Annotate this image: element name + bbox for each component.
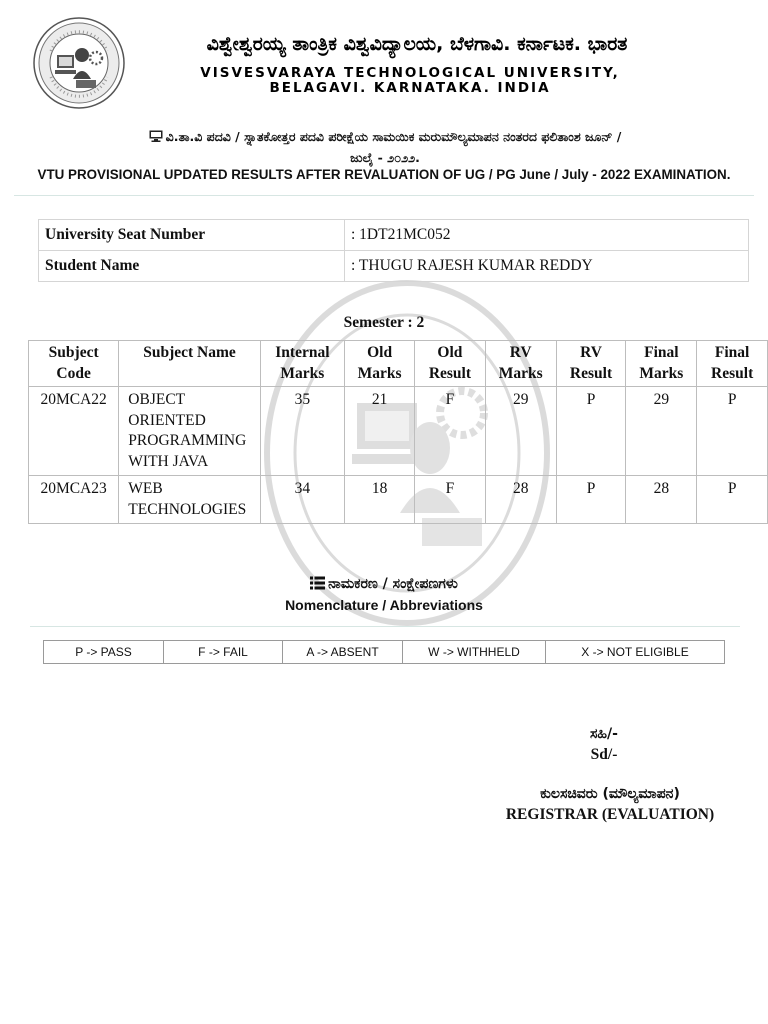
final-marks-cell: 29 xyxy=(626,387,697,476)
col-old-marks: Old Marks xyxy=(345,341,415,387)
nomenclature-divider xyxy=(30,626,740,627)
university-name-line1: VISVESVARAYA TECHNOLOGICAL UNIVERSITY, xyxy=(200,65,620,81)
col-rv-marks: RV Marks xyxy=(485,341,556,387)
abbr-not-eligible: X -> NOT ELIGIBLE xyxy=(546,641,725,664)
rv-result-cell: P xyxy=(556,476,626,524)
col-subject-code: Subject Code xyxy=(29,341,119,387)
list-icon xyxy=(310,576,325,590)
col-internal-marks: Internal Marks xyxy=(260,341,344,387)
designation-kannada: ಕುಲಸಚಿವರು (ಮೌಲ್ಯಮಾಪನ) xyxy=(540,786,680,802)
results-header-row xyxy=(29,341,768,387)
internal-marks-cell: 35 xyxy=(260,387,344,476)
table-row xyxy=(29,387,768,476)
student-name-label: Student Name xyxy=(39,251,345,282)
signature-english: Sd/- xyxy=(590,746,618,763)
university-name-line2: BELAGAVI. KARNATAKA. INDIA xyxy=(269,80,551,96)
abbr-absent: A -> ABSENT xyxy=(283,641,403,664)
usn-label: University Seat Number xyxy=(39,220,345,251)
university-name-kannada: ವಿಶ್ವೇಶ್ವರಯ್ಯ ತಾಂತ್ರಿಕ ವಿಶ್ವವಿದ್ಯಾಲಯ, ಬೆಳಗಾವಿ. ಕರ್ನಾಟಕ. ಭಾರತ xyxy=(206,33,628,55)
usn-value: : 1DT21MC052 xyxy=(345,220,749,251)
subtitle-kannada-line1: ವಿ.ತಾ.ವಿ ಪದವಿ / ಸ್ನಾತಕೋತ್ತರ ಪದವಿ ಪರೀಕ್ಷೆಯ ಸಾಮಯಿಕ ಮರುಮೌಲ್ಯಮಾಪನ ನಂತರದ ಫಲಿತಾಂಶ ಜೂನ್ / xyxy=(165,129,622,144)
rv-marks-cell: 29 xyxy=(485,387,556,476)
subtitle-kannada-line2: ಜುಲೈ - ೨೦೨೨. xyxy=(350,150,420,165)
old-marks-cell: 18 xyxy=(345,476,415,524)
student-name-value: : THUGU RAJESH KUMAR REDDY xyxy=(345,251,749,282)
nomenclature-kannada-text: ನಾಮಕರಣ / ಸಂಕ್ಷೇಪಣಗಳು xyxy=(328,576,458,592)
rv-result-cell: P xyxy=(556,387,626,476)
subject-name-cell: WEB TECHNOLOGIES xyxy=(119,476,260,524)
subject-name-cell: OBJECT ORIENTED PROGRAMMING WITH JAVA xyxy=(119,387,260,476)
old-result-cell: F xyxy=(415,387,486,476)
old-marks-cell: 21 xyxy=(345,387,415,476)
abbr-pass: P -> PASS xyxy=(44,641,164,664)
semester-heading: Semester : 2 xyxy=(343,314,425,331)
internal-marks-cell: 34 xyxy=(260,476,344,524)
results-subtitle-english: VTU PROVISIONAL UPDATED RESULTS AFTER REVALUATION OF UG / PG June / July - 2022 EXAMINATION. xyxy=(37,167,731,182)
abbr-withheld: W -> WITHHELD xyxy=(403,641,546,664)
final-marks-cell: 28 xyxy=(626,476,697,524)
subject-code-cell: 20MCA22 xyxy=(29,387,119,476)
subject-code-cell: 20MCA23 xyxy=(29,476,119,524)
abbreviations-table xyxy=(43,640,725,664)
signature-kannada: ಸಹಿ/- xyxy=(590,726,618,742)
col-final-marks: Final Marks xyxy=(626,341,697,387)
table-row xyxy=(29,476,768,524)
col-old-result: Old Result xyxy=(415,341,486,387)
col-rv-result: RV Result xyxy=(556,341,626,387)
final-result-cell: P xyxy=(697,387,768,476)
results-table xyxy=(28,340,768,524)
nomenclature-title-kannada xyxy=(0,576,768,592)
col-final-result: Final Result xyxy=(697,341,768,387)
designation-english: REGISTRAR (EVALUATION) xyxy=(505,806,715,823)
abbr-fail: F -> FAIL xyxy=(164,641,283,664)
rv-marks-cell: 28 xyxy=(485,476,556,524)
final-result-cell: P xyxy=(697,476,768,524)
old-result-cell: F xyxy=(415,476,486,524)
col-subject-name: Subject Name xyxy=(119,341,260,387)
abbreviations-row xyxy=(44,641,725,664)
nomenclature-title-english: Nomenclature / Abbreviations xyxy=(285,597,483,613)
